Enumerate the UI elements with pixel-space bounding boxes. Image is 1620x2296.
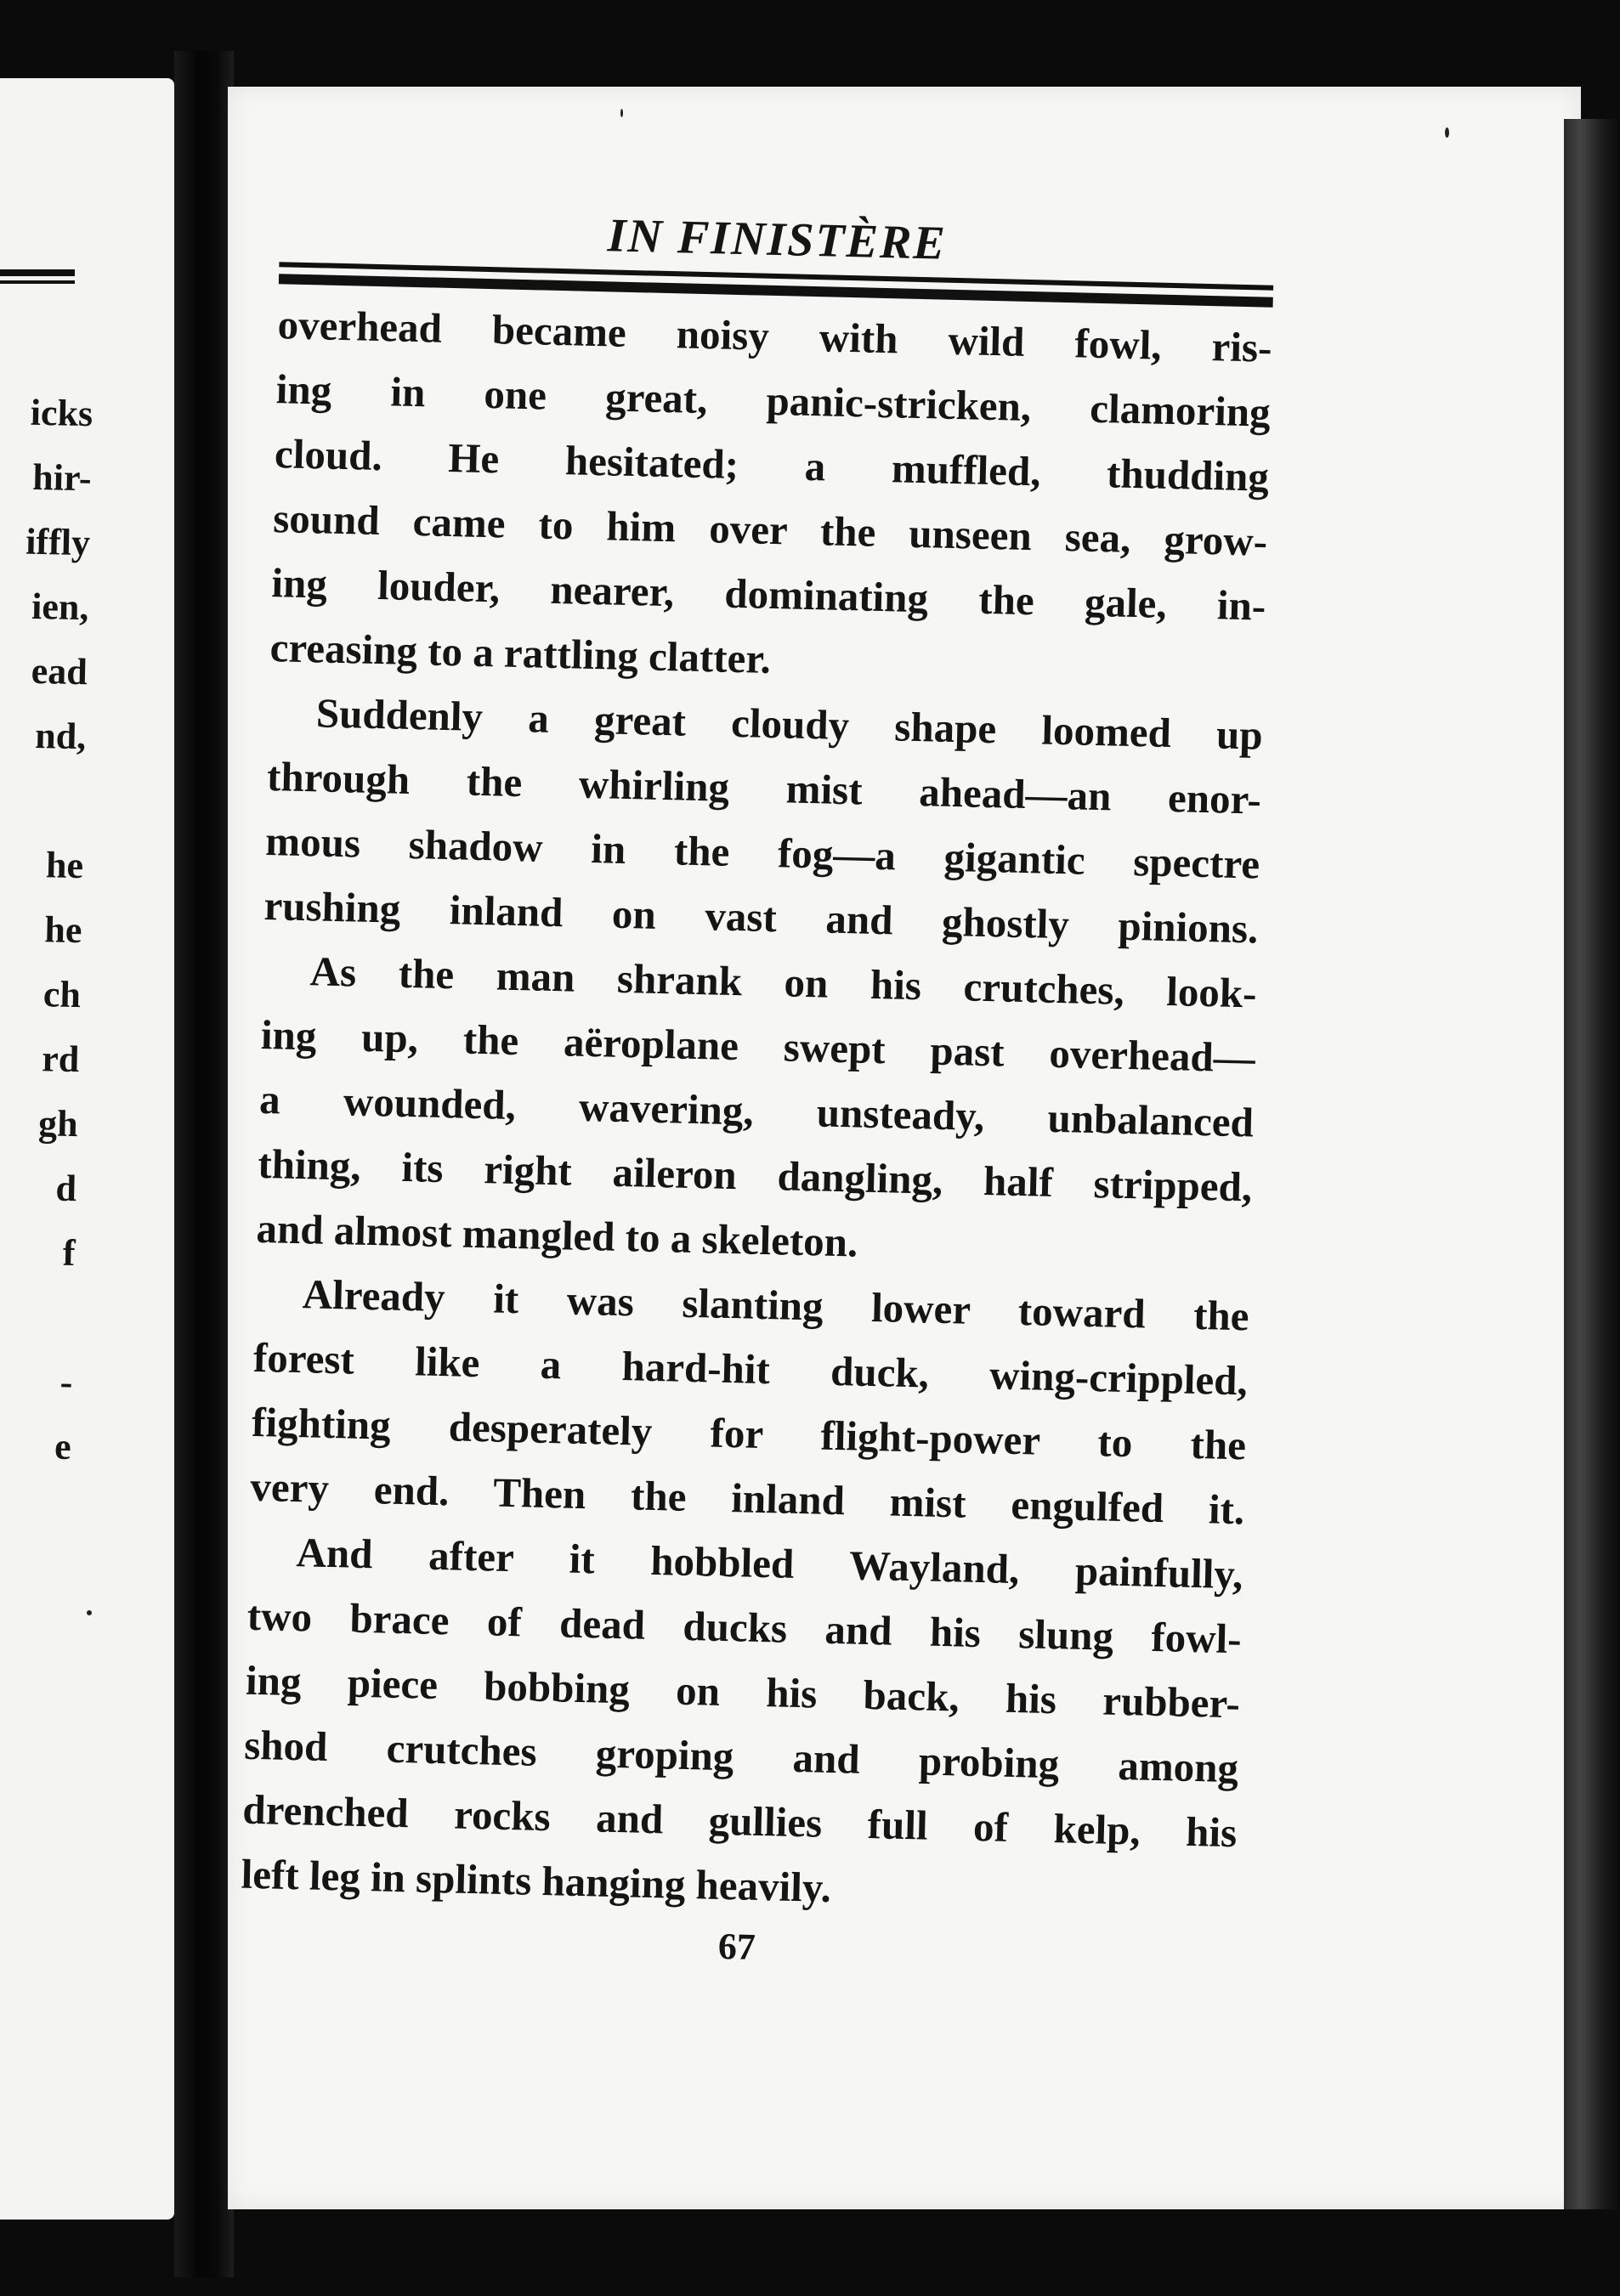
left-fragment: icks <box>30 391 93 435</box>
text-line: and almost mangled to a skeleton. <box>256 1204 858 1266</box>
text-line: a wounded, wavering, unsteady, unbalanced <box>258 1075 1255 1146</box>
left-fragment: he <box>45 844 84 887</box>
facing-page-left <box>0 78 174 2220</box>
text-line: And after it hobbled Wayland, painfully, <box>296 1529 1244 1598</box>
left-fragment: ien, <box>31 585 89 629</box>
left-page-head-rule <box>0 269 75 288</box>
body-text <box>241 292 1272 1930</box>
text-line: ing louder, nearer, dominating the gale, in- <box>270 559 1266 630</box>
text-line: mous shadow in the fog—a gigantic spectre <box>264 817 1260 888</box>
text-line: ing piece bobbing on his back, his rubber- <box>245 1656 1241 1728</box>
scan-speck <box>87 1610 92 1615</box>
left-fragment: ch <box>42 973 82 1016</box>
text-line: two brace of dead ducks and his slung fowl- <box>246 1592 1243 1663</box>
scan-speck <box>1445 127 1449 138</box>
text-line: ing up, the aëroplane swept past overhead— <box>260 1010 1256 1082</box>
text-line: through the whirling mist ahead—an enor- <box>266 753 1262 823</box>
text-line: rushing inland on vast and ghostly pinions. <box>263 881 1259 953</box>
text-line: forest like a hard-hit duck, wing-crippled, <box>252 1333 1249 1405</box>
text-line: fighting desperately for flight-power to the <box>251 1398 1247 1469</box>
scan-speck <box>620 109 623 117</box>
left-fragment: - <box>59 1360 73 1404</box>
text-line: overhead became noisy with wild fowl, ris- <box>277 301 1273 371</box>
left-fragment: nd, <box>34 714 87 758</box>
left-fragment <box>0 1284 75 1350</box>
page-number: 67 <box>717 1925 756 1968</box>
left-fragment: f <box>62 1231 76 1275</box>
text-line: sound came to him over the unseen sea, grow- <box>272 495 1268 565</box>
left-page-text-fragments <box>0 380 93 1479</box>
running-head: IN FINISTÈRE <box>607 209 948 270</box>
text-line: very end. Then the inland mist engulfed it. <box>249 1462 1245 1534</box>
page-edge-stack <box>1564 119 1620 2209</box>
text-line: Suddenly a great cloudy shape loomed up <box>315 689 1264 759</box>
text-line: creasing to a rattling clatter. <box>269 624 772 682</box>
left-fragment: d <box>55 1167 77 1210</box>
left-fragment: gh <box>37 1102 79 1145</box>
text-line: cloud. He hesitated; a muffled, thudding <box>274 430 1270 500</box>
page-text-block <box>239 201 1274 1984</box>
text-line: drenched rocks and gullies full of kelp, his <box>241 1785 1238 1857</box>
left-fragment: iffly <box>25 520 91 564</box>
left-fragment <box>0 767 85 834</box>
text-line: left leg in splints hanging heavily. <box>241 1850 832 1912</box>
book-gutter <box>174 51 234 2277</box>
text-line: Already it was slanting lower toward the <box>302 1270 1250 1340</box>
left-fragment: e <box>54 1425 72 1468</box>
text-line: shod crutches groping and probing among <box>243 1721 1239 1792</box>
left-fragment: rd <box>41 1038 80 1081</box>
left-fragment: hir- <box>31 455 93 500</box>
left-fragment: ead <box>31 649 88 693</box>
text-line: ing in one great, panic-stricken, clamoring <box>275 365 1272 436</box>
left-fragment: he <box>43 908 82 952</box>
text-line: thing, its right aileron dangling, half stripped, <box>257 1140 1253 1211</box>
text-line: As the man shrank on his crutches, look- <box>309 947 1258 1017</box>
